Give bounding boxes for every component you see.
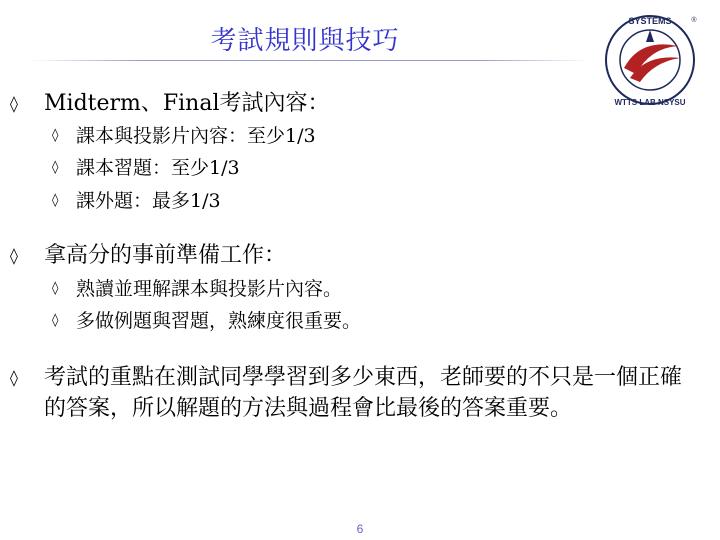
- sub-item-text: 課本與投影片內容：至少1/3: [76, 125, 316, 147]
- diamond-bullet-icon: ◊: [52, 281, 59, 296]
- bullet-text: 拿高分的事前準備工作：: [44, 243, 287, 268]
- sub-item-text: 多做例題與習題，熟練度很重要。: [76, 310, 362, 332]
- page-number: 6: [356, 522, 364, 536]
- title-divider: [30, 60, 590, 61]
- wtts-lab-logo: [600, 8, 700, 108]
- diamond-bullet-icon: ◊: [52, 313, 59, 328]
- bullet-text: Midterm、Final考試內容：: [44, 91, 330, 116]
- diamond-bullet-icon: ◊: [52, 128, 59, 143]
- diamond-bullet-icon: ◊: [10, 246, 18, 265]
- diamond-bullet-icon: ◊: [10, 94, 18, 113]
- diamond-bullet-icon: ◊: [10, 368, 18, 387]
- bullet-text: 考試的重點在測試同學學習到多少東西，老師要的不只是一個正確的答案，所以解題的方法與過程會比最後的答案重要。: [44, 365, 683, 421]
- registered-mark: ®: [691, 17, 697, 24]
- diamond-bullet-icon: ◊: [52, 193, 59, 208]
- diamond-bullet-icon: ◊: [52, 160, 59, 175]
- sub-item-text: 課外題：最多1/3: [76, 190, 221, 212]
- logo-top-text: SYSTEMS: [628, 16, 672, 26]
- sub-item-text: 熟讀並理解課本與投影片內容。: [76, 278, 343, 300]
- slide-title: 考試規則與技巧: [210, 26, 400, 56]
- logo-bottom-text: WTTS LAB NSYSU: [614, 98, 686, 107]
- sub-item-text: 課本習題：至少1/3: [76, 157, 240, 179]
